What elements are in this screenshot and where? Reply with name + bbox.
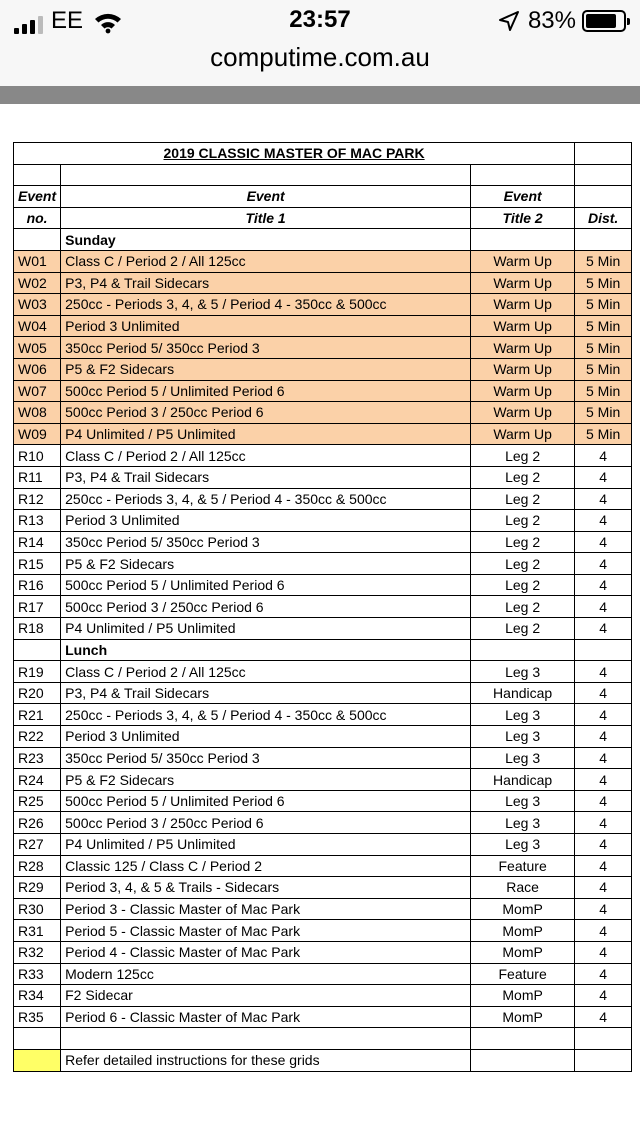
legend-row xyxy=(14,1049,632,1071)
event-dist-cell: 4 xyxy=(575,704,632,726)
event-title2-cell: Warm Up xyxy=(471,315,575,337)
event-no-cell: R22 xyxy=(14,726,61,748)
legend-text: Refer detailed instructions for these grids xyxy=(61,1049,471,1071)
event-no-cell: R29 xyxy=(14,877,61,899)
event-title2-cell: Leg 2 xyxy=(471,488,575,510)
table-row xyxy=(14,704,632,726)
event-dist-cell: 4 xyxy=(575,812,632,834)
carrier-name: EE xyxy=(51,7,84,34)
event-title1-cell: Modern 125cc xyxy=(61,963,471,985)
event-no-cell: R19 xyxy=(14,661,61,683)
event-dist-cell: 4 xyxy=(575,445,632,467)
event-title2-cell: Warm Up xyxy=(471,380,575,402)
event-dist-cell: 4 xyxy=(575,941,632,963)
event-no-cell: R32 xyxy=(14,941,61,963)
event-dist-cell: 4 xyxy=(575,747,632,769)
event-title1-cell: P4 Unlimited / P5 Unlimited xyxy=(61,423,471,445)
event-title1-cell: P4 Unlimited / P5 Unlimited xyxy=(61,618,471,640)
event-title2-cell: Leg 2 xyxy=(471,574,575,596)
header-row-1 xyxy=(14,186,632,208)
event-title1-cell: Period 3, 4, & 5 & Trails - Sidecars xyxy=(61,877,471,899)
event-no-cell: W03 xyxy=(14,294,61,316)
event-no-cell: R11 xyxy=(14,466,61,488)
event-no-cell: R10 xyxy=(14,445,61,467)
event-no-cell: R33 xyxy=(14,963,61,985)
event-dist-cell: 4 xyxy=(575,682,632,704)
header-title2-top: Event xyxy=(471,186,575,208)
event-title1-cell: P5 & F2 Sidecars xyxy=(61,769,471,791)
table-row xyxy=(14,272,632,294)
event-title1-cell: F2 Sidecar xyxy=(61,985,471,1007)
table-row xyxy=(14,488,632,510)
table-row xyxy=(14,682,632,704)
table-row xyxy=(14,423,632,445)
table-row xyxy=(14,898,632,920)
event-title2-cell: Leg 2 xyxy=(471,553,575,575)
event-no-cell: R31 xyxy=(14,920,61,942)
event-dist-cell: 4 xyxy=(575,531,632,553)
table-row xyxy=(14,466,632,488)
event-no-cell: R17 xyxy=(14,596,61,618)
event-dist-cell: 4 xyxy=(575,574,632,596)
event-dist-cell: 5 Min xyxy=(575,423,632,445)
table-row xyxy=(14,337,632,359)
event-title1-cell: 500cc Period 3 / 250cc Period 6 xyxy=(61,402,471,424)
table-row xyxy=(14,596,632,618)
section-sunday-row xyxy=(14,229,632,251)
event-no-cell: R21 xyxy=(14,704,61,726)
event-title2-cell: Warm Up xyxy=(471,402,575,424)
event-dist-cell: 4 xyxy=(575,920,632,942)
event-title1-cell: 350cc Period 5/ 350cc Period 3 xyxy=(61,747,471,769)
event-title2-cell: Leg 3 xyxy=(471,661,575,683)
event-title1-cell: Period 3 Unlimited xyxy=(61,726,471,748)
event-no-cell: R13 xyxy=(14,510,61,532)
event-dist-cell: 4 xyxy=(575,510,632,532)
event-no-cell: R26 xyxy=(14,812,61,834)
table-row xyxy=(14,790,632,812)
event-title1-cell: Period 3 Unlimited xyxy=(61,315,471,337)
event-dist-cell: 4 xyxy=(575,618,632,640)
event-title1-cell: Period 4 - Classic Master of Mac Park xyxy=(61,941,471,963)
table-row xyxy=(14,985,632,1007)
event-dist-cell: 4 xyxy=(575,855,632,877)
event-title2-cell: Leg 2 xyxy=(471,510,575,532)
event-title2-cell: Warm Up xyxy=(471,358,575,380)
event-title1-cell: 250cc - Periods 3, 4, & 5 / Period 4 - 350cc & 500cc xyxy=(61,294,471,316)
event-title2-cell: Leg 3 xyxy=(471,790,575,812)
table-row xyxy=(14,834,632,856)
event-title2-cell: Handicap xyxy=(471,682,575,704)
event-title2-cell: MomP xyxy=(471,941,575,963)
header-dist: Dist. xyxy=(575,207,632,229)
table-row xyxy=(14,294,632,316)
event-no-cell: W02 xyxy=(14,272,61,294)
event-no-cell: W05 xyxy=(14,337,61,359)
event-title1-cell: 350cc Period 5/ 350cc Period 3 xyxy=(61,337,471,359)
event-dist-cell: 4 xyxy=(575,553,632,575)
event-title2-cell: Warm Up xyxy=(471,423,575,445)
table-row xyxy=(14,402,632,424)
event-dist-cell: 4 xyxy=(575,661,632,683)
event-title1-cell: 500cc Period 5 / Unlimited Period 6 xyxy=(61,790,471,812)
event-title1-cell: P3, P4 & Trail Sidecars xyxy=(61,682,471,704)
address-bar[interactable] xyxy=(0,40,640,86)
event-title2-cell: Race xyxy=(471,877,575,899)
event-dist-cell: 4 xyxy=(575,790,632,812)
table-row xyxy=(14,510,632,532)
event-title1-cell: 500cc Period 3 / 250cc Period 6 xyxy=(61,596,471,618)
event-title2-cell: MomP xyxy=(471,985,575,1007)
header-title1-bottom: Title 1 xyxy=(61,207,471,229)
event-title2-cell: Leg 2 xyxy=(471,618,575,640)
section-lunch-row xyxy=(14,639,632,661)
event-title2-cell: Leg 3 xyxy=(471,726,575,748)
header-title2-bottom: Title 2 xyxy=(471,207,575,229)
event-dist-cell: 4 xyxy=(575,596,632,618)
event-dist-cell: 5 Min xyxy=(575,315,632,337)
table-row xyxy=(14,574,632,596)
event-title1-cell: Period 5 - Classic Master of Mac Park xyxy=(61,920,471,942)
event-title1-cell: 350cc Period 5/ 350cc Period 3 xyxy=(61,531,471,553)
event-title1-cell: 250cc - Periods 3, 4, & 5 / Period 4 - 350cc & 500cc xyxy=(61,488,471,510)
event-no-cell: W07 xyxy=(14,380,61,402)
event-title2-cell: Handicap xyxy=(471,769,575,791)
location-arrow-icon xyxy=(498,10,520,32)
event-title2-cell: Leg 2 xyxy=(471,445,575,467)
event-no-cell: R16 xyxy=(14,574,61,596)
event-title2-cell: Leg 3 xyxy=(471,834,575,856)
table-row xyxy=(14,812,632,834)
url-text: computime.com.au xyxy=(210,42,430,72)
event-title2-cell: Leg 3 xyxy=(471,747,575,769)
toolbar-divider xyxy=(0,86,640,104)
table-row xyxy=(14,1006,632,1028)
event-dist-cell: 4 xyxy=(575,898,632,920)
event-no-cell: R30 xyxy=(14,898,61,920)
table-row xyxy=(14,855,632,877)
table-row xyxy=(14,661,632,683)
table-row xyxy=(14,315,632,337)
table-row xyxy=(14,531,632,553)
event-title1-cell: Period 3 - Classic Master of Mac Park xyxy=(61,898,471,920)
battery-icon xyxy=(582,10,626,32)
event-dist-cell: 5 Min xyxy=(575,402,632,424)
table-row xyxy=(14,250,632,272)
event-dist-cell: 4 xyxy=(575,834,632,856)
event-dist-cell: 5 Min xyxy=(575,337,632,359)
event-dist-cell: 5 Min xyxy=(575,294,632,316)
race-schedule-table xyxy=(13,142,632,1072)
header-row-2 xyxy=(14,207,632,229)
event-title1-cell: 500cc Period 5 / Unlimited Period 6 xyxy=(61,380,471,402)
table-row xyxy=(14,380,632,402)
header-title1-top: Event xyxy=(61,186,471,208)
event-title1-cell: Period 3 Unlimited xyxy=(61,510,471,532)
table-row xyxy=(14,445,632,467)
event-no-cell: R34 xyxy=(14,985,61,1007)
event-dist-cell: 4 xyxy=(575,726,632,748)
battery-percentage: 83% xyxy=(527,7,576,34)
event-dist-cell: 5 Min xyxy=(575,272,632,294)
table-row xyxy=(14,920,632,942)
event-title1-cell: Classic 125 / Class C / Period 2 xyxy=(61,855,471,877)
event-title1-cell: P4 Unlimited / P5 Unlimited xyxy=(61,834,471,856)
section-lunch-label: Lunch xyxy=(61,639,471,661)
event-no-cell: R24 xyxy=(14,769,61,791)
event-no-cell: R18 xyxy=(14,618,61,640)
event-no-cell: R28 xyxy=(14,855,61,877)
status-clock: 23:57 xyxy=(289,6,351,33)
event-no-cell: R23 xyxy=(14,747,61,769)
event-title1-cell: Class C / Period 2 / All 125cc xyxy=(61,250,471,272)
table-row xyxy=(14,618,632,640)
event-dist-cell: 5 Min xyxy=(575,250,632,272)
event-title2-cell: Warm Up xyxy=(471,337,575,359)
event-dist-cell: 4 xyxy=(575,466,632,488)
event-title1-cell: P3, P4 & Trail Sidecars xyxy=(61,466,471,488)
event-title1-cell: P3, P4 & Trail Sidecars xyxy=(61,272,471,294)
event-dist-cell: 4 xyxy=(575,488,632,510)
event-title1-cell: 250cc - Periods 3, 4, & 5 / Period 4 - 350cc & 500cc xyxy=(61,704,471,726)
event-dist-cell: 4 xyxy=(575,1006,632,1028)
event-title1-cell: Class C / Period 2 / All 125cc xyxy=(61,445,471,467)
event-title1-cell: 500cc Period 5 / Unlimited Period 6 xyxy=(61,574,471,596)
event-title1-cell: P5 & F2 Sidecars xyxy=(61,358,471,380)
blank-row xyxy=(14,1028,632,1050)
event-title2-cell: Leg 2 xyxy=(471,596,575,618)
event-title2-cell: Leg 3 xyxy=(471,704,575,726)
event-title2-cell: Feature xyxy=(471,855,575,877)
event-dist-cell: 4 xyxy=(575,877,632,899)
status-bar xyxy=(0,0,640,40)
table-row xyxy=(14,963,632,985)
blank-row xyxy=(14,164,632,186)
event-title1-cell: Period 6 - Classic Master of Mac Park xyxy=(61,1006,471,1028)
event-no-cell: W01 xyxy=(14,250,61,272)
event-dist-cell: 4 xyxy=(575,769,632,791)
table-row xyxy=(14,726,632,748)
event-title2-cell: Leg 2 xyxy=(471,531,575,553)
header-event-no-bottom: no. xyxy=(14,207,61,229)
event-title2-cell: Warm Up xyxy=(471,294,575,316)
event-title1-cell: Class C / Period 2 / All 125cc xyxy=(61,661,471,683)
section-sunday-label: Sunday xyxy=(61,229,471,251)
event-no-cell: R27 xyxy=(14,834,61,856)
event-title2-cell: Leg 2 xyxy=(471,466,575,488)
event-no-cell: R15 xyxy=(14,553,61,575)
event-title2-cell: Warm Up xyxy=(471,250,575,272)
event-title2-cell: Feature xyxy=(471,963,575,985)
table-row xyxy=(14,877,632,899)
event-dist-cell: 4 xyxy=(575,985,632,1007)
table-row xyxy=(14,358,632,380)
table-row xyxy=(14,747,632,769)
event-no-cell: R25 xyxy=(14,790,61,812)
header-event-no-top: Event xyxy=(14,186,61,208)
event-dist-cell: 5 Min xyxy=(575,380,632,402)
table-row xyxy=(14,769,632,791)
event-no-cell: W06 xyxy=(14,358,61,380)
event-title2-cell: MomP xyxy=(471,898,575,920)
event-no-cell: W09 xyxy=(14,423,61,445)
event-title2-cell: MomP xyxy=(471,920,575,942)
event-dist-cell: 4 xyxy=(575,963,632,985)
event-dist-cell: 5 Min xyxy=(575,358,632,380)
event-no-cell: R20 xyxy=(14,682,61,704)
title-row xyxy=(14,143,632,165)
event-no-cell: R35 xyxy=(14,1006,61,1028)
event-title2-cell: Warm Up xyxy=(471,272,575,294)
event-title1-cell: 500cc Period 3 / 250cc Period 6 xyxy=(61,812,471,834)
event-no-cell: W08 xyxy=(14,402,61,424)
event-title1-cell: P5 & F2 Sidecars xyxy=(61,553,471,575)
event-title2-cell: MomP xyxy=(471,1006,575,1028)
event-title2-cell: Leg 3 xyxy=(471,812,575,834)
table-row xyxy=(14,941,632,963)
event-no-cell: R14 xyxy=(14,531,61,553)
event-no-cell: W04 xyxy=(14,315,61,337)
event-no-cell: R12 xyxy=(14,488,61,510)
table-row xyxy=(14,553,632,575)
legend-color-swatch xyxy=(14,1049,61,1071)
sheet-title: 2019 CLASSIC MASTER OF MAC PARK xyxy=(14,143,575,165)
